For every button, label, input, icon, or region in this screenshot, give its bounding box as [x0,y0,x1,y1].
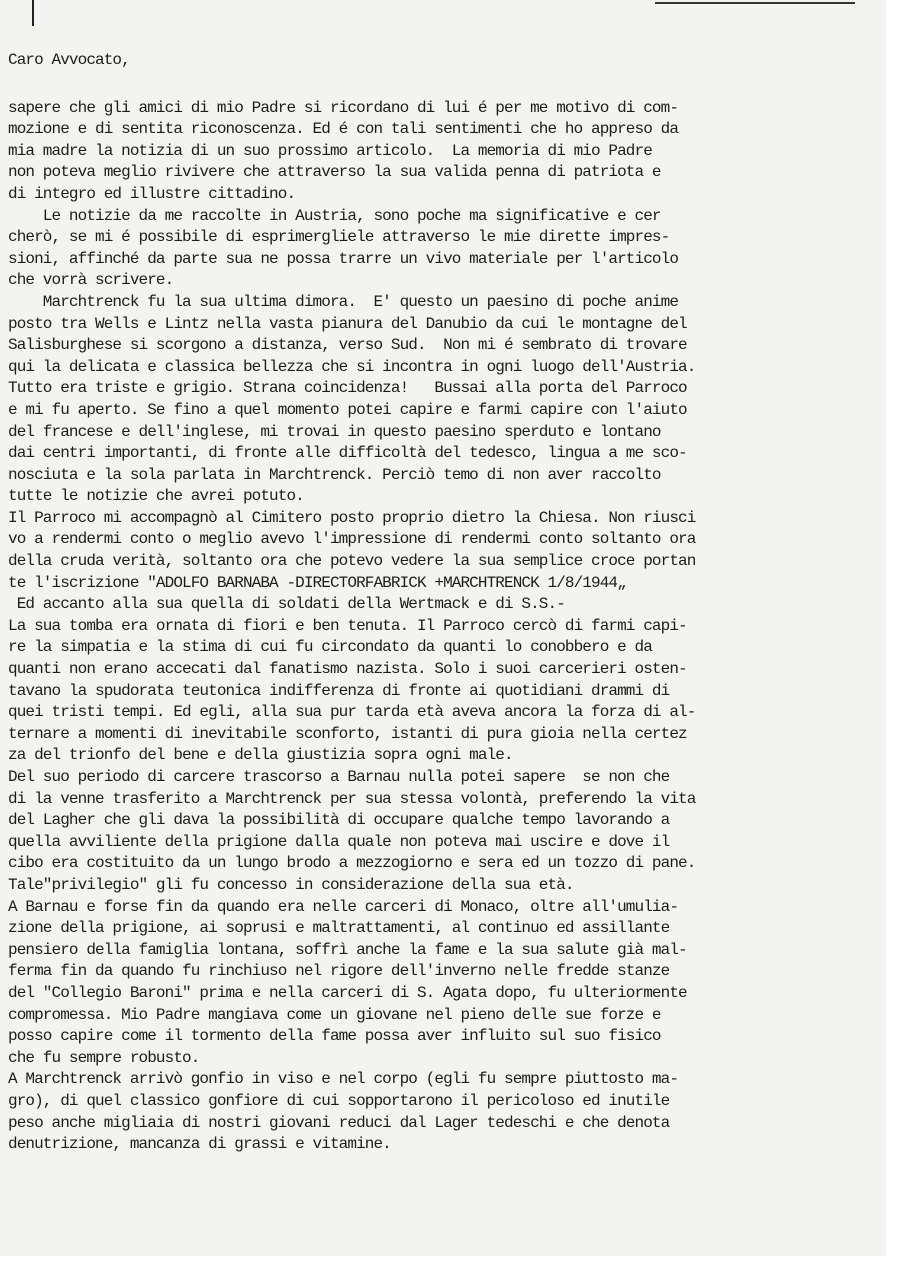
text-line: posto tra Wells e Lintz nella vasta pianura del Danubio da cui le montagne del [8,314,687,333]
text-line: te l'iscrizione "ADOLFO BARNABA -DIRECTORFABRICK +MARCHTRENCK 1/8/1944„ [8,573,626,592]
text-line: Del suo periodo di carcere trascorso a Barnau nulla potei sapere se non che [8,768,670,786]
salutation: Caro Avvocato, [8,51,130,69]
text-line: dai centri importanti, di fronte alle difficoltà del tedesco, lingua a me sco- [8,444,687,463]
text-line: del francese e dell'inglese, mi trovai in questo paesino sperduto e lontano [8,422,661,441]
text-line: quanti non erano accecati dal fanatismo nazista. Solo i suoi carcerieri osten- [8,660,687,679]
text-line: non poteva meglio rivivere che attraverso la sua valida penna di patriota e [8,163,661,182]
text-line: del Lagher che gli dava la possibilità di occupare qualche tempo lavorando a [8,811,670,830]
text-line: Salisburghese si scorgono a distanza, verso Sud. Non mi é sembrato di trovare [8,336,687,355]
text-line: di la venne trasferito a Marchtrenck per sua stessa volontà, preferendo la vita [8,789,696,808]
text-line: del "Collegio Baroni" prima e nella carceri di S. Agata dopo, fu ulteriormente [8,983,687,1002]
text-line: gro), di quel classico gonfiore di cui sopportarono il pericoloso ed inutile [8,1091,670,1110]
text-line: compromessa. Mio Padre mangiava come un giovane nel pieno delle sue forze e [8,1005,661,1024]
text-line: peso anche migliaia di nostri giovani reduci dal Lager tedeschi e che denota [8,1113,670,1132]
text-line: Ed accanto alla sua quella di soldati della Wertmack e di S.S.- [8,595,565,614]
text-line: zione della prigione, ai soprusi e maltrattamenti, al continuo ed assillante [8,919,670,938]
edge-mark-left [32,0,34,26]
text-line: cherò, se mi é possibile di esprimergliele attraverso le mie dirette impres- [8,228,670,247]
text-line: pensiero della famiglia lontana, soffrì anche la fame e la sua salute già mal- [8,940,687,959]
text-line: ferma fin da quando fu rinchiuso nel rigore dell'inverno nelle fredde stanze [8,962,670,981]
text-line: sapere che gli amici di mio Padre si ricordano di lui é per me motivo di com- [8,98,679,117]
text-line: A Marchtrenck arrivò gonfio in viso e nel corpo (egli fu sempre piuttosto ma- [8,1070,679,1089]
letter-text [8,98,868,1156]
text-line: ternare a momenti di inevitabile sconforto, istanti di pura gioia nella certez [8,724,687,743]
text-line: che fu sempre robusto. [8,1048,200,1067]
text-line: Marchtrenck fu la sua ultima dimora. E' questo un paesino di poche anime [8,292,679,311]
text-line: che vorrà scrivere. [8,271,174,290]
text-line: di integro ed illustre cittadino. [8,184,296,203]
text-line: mozione e di sentita riconoscenza. Ed é con tali sentimenti che ho appreso da [8,120,679,139]
text-line: Tale"privilegio" gli fu concesso in considerazione della sua età. [8,875,574,894]
text-line: nosciuta e la sola parlata in Marchtrenck. Perciò temo di non aver raccolto [8,465,661,484]
text-line: Tutto era triste e grigio. Strana coincidenza! Bussai alla porta del Parroco [8,379,687,398]
text-line: vo a rendermi conto o meglio avevo l'impressione di rendermi conto soltanto ora [8,530,696,549]
text-line: della cruda verità, soltanto ora che potevo vedere la sua semplice croce portan [8,552,696,571]
text-line: La sua tomba era ornata di fiori e ben tenuta. Il Parroco cercò di farmi capi- [8,616,687,635]
text-line: A Barnau e forse fin da quando era nelle carceri di Monaco, oltre all'umulia- [8,897,679,916]
text-line: quella avviliente della prigione dalla quale non poteva mai uscire e dove il [8,832,670,851]
text-line: mia madre la notizia di un suo prossimo articolo. La memoria di mio Padre [8,141,652,160]
text-line: cibo era costituito da un lungo brodo a mezzogiorno e sera ed un tozzo di pane. [8,854,696,873]
text-line: e mi fu aperto. Se fino a quel momento potei capire e farmi capire con l'aiuto [8,400,687,419]
letter-body [8,50,868,1156]
text-line: sioni, affinché da parte sua ne possa trarre un vivo materiale per l'articolo [8,249,679,268]
text-line: Il Parroco mi accompagnò al Cimitero posto proprio dietro la Chiesa. Non riusci [8,508,696,527]
text-line: qui la delicata e classica bellezza che si incontra in ogni luogo dell'Austria. [8,357,696,376]
text-line: za del trionfo del bene e della giustizia sopra ogni male. [8,746,513,765]
edge-mark-top [655,2,855,4]
text-line: posso capire come il tormento della fame possa aver influito sul suo fisico [8,1027,661,1046]
text-line: Le notizie da me raccolte in Austria, sono poche ma significative e cer [8,206,661,225]
text-line: tavano la spudorata teutonica indifferenza di fronte ai quotidiani drammi di [8,681,670,700]
text-line: tutte le notizie che avrei potuto. [8,487,304,506]
text-line: re la simpatia e la stima di cui fu circondato da quanti lo conobbero e da [8,638,652,657]
text-line: quei tristi tempi. Ed egli, alla sua pur tarda età aveva ancora la forza di al- [8,703,696,722]
text-line: denutrizione, mancanza di grassi e vitamine. [8,1135,391,1154]
